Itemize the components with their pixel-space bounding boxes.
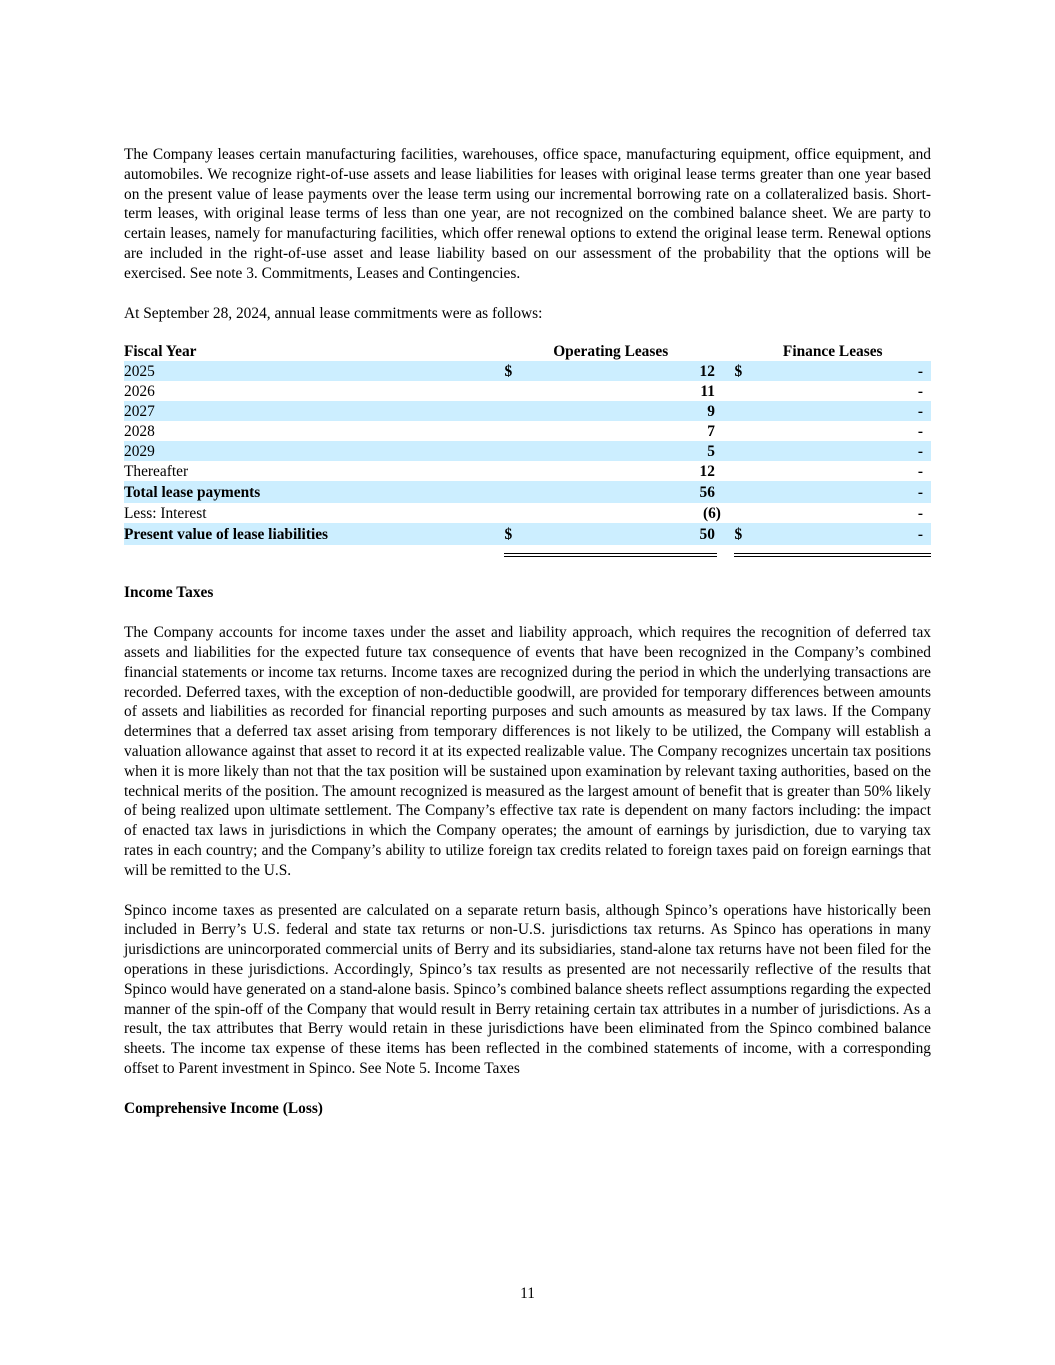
row-label: 2029 bbox=[124, 441, 504, 461]
finance-value: - bbox=[748, 523, 931, 545]
finance-dollar-sign: $ bbox=[734, 361, 748, 381]
table-header-row bbox=[124, 341, 931, 361]
finance-dollar-sign bbox=[734, 421, 748, 441]
table-row bbox=[124, 441, 931, 461]
lease-intro-paragraph: The Company leases certain manufacturing facilities, warehouses, office space, manufacturing equipment, office equipment, and automobiles. We recognize right-of-use assets and lease liabilities for leases with original lease terms greater than one year based on the present value of lease payments over the lease term using our incremental borrowing rate on a collateralized basis. Short-term leases, with original lease terms of less than one year, are not recognized on the combined balance sheet. We are party to certain leases, namely for manufacturing facilities, which offer renewal options to extend the original lease term. Renewal options are included in the right-of-use asset and lease liability based on our assessment of the probability that the options will be exercised. See note 3. Commitments, Leases and Contingencies. bbox=[124, 146, 931, 282]
header-fiscal-year: Fiscal Year bbox=[124, 342, 197, 360]
page-number: 11 bbox=[520, 1285, 535, 1302]
operating-dollar-sign: $ bbox=[504, 523, 518, 545]
income-taxes-paragraph-1: The Company accounts for income taxes under the asset and liability approach, which requires the recognition of deferred tax assets and liabilities for the expected future tax consequence of events that have been recognized in the Company’s combined financial statements or income tax returns. Income taxes are recognized during the period in which the underlying transactions are recorded. Deferred taxes, with the exception of non-deductible goodwill, are provided for temporary differences between amounts of assets and liabilities as recorded for financial reporting purposes and such amounts as measured by tax laws. If the Company determines that a deferred tax asset arising from temporary differences is not likely to be utilized, the Company will establish a valuation allowance against that asset to record it at its expected realizable value. The Company recognizes uncertain tax positions when it is more likely than not that the tax position will be sustained upon examination by relevant taxing authorities, based on the technical merits of the position. The amount recognized is measured as the largest amount of benefit that is greater than 50% likely of being realized upon ultimate settlement. The Company’s effective tax rate is dependent on many factors including: the impact of enacted tax laws in jurisdictions in which the Company operates; the amount of earnings by jurisdiction, due to varying tax rates in each country; and the Company’s ability to utilize foreign tax credits related to foreign taxes paid on foreign earnings that will be remitted to the U.S. bbox=[124, 624, 931, 879]
finance-dollar-sign bbox=[734, 381, 748, 401]
finance-value: - bbox=[917, 462, 923, 480]
table-row bbox=[124, 461, 931, 481]
header-operating-leases: Operating Leases bbox=[553, 342, 669, 360]
operating-value: 5 bbox=[518, 441, 717, 461]
operating-value: 12 bbox=[699, 462, 715, 480]
operating-dollar-sign bbox=[504, 503, 518, 523]
document-page bbox=[124, 145, 931, 1119]
operating-dollar-sign bbox=[504, 381, 518, 401]
operating-dollar-sign bbox=[504, 401, 518, 421]
double-underline-row bbox=[124, 545, 931, 565]
table-row bbox=[124, 421, 931, 441]
operating-dollar-sign bbox=[504, 441, 518, 461]
row-label: Less: Interest bbox=[124, 504, 207, 522]
operating-value: 12 bbox=[518, 361, 717, 381]
operating-value: 56 bbox=[518, 481, 717, 503]
table-row bbox=[124, 503, 931, 523]
finance-value: - bbox=[917, 504, 923, 522]
row-label: 2027 bbox=[124, 401, 504, 421]
row-label: 2028 bbox=[124, 422, 155, 440]
table-row bbox=[124, 361, 931, 381]
lease-table-intro: At September 28, 2024, annual lease commitments were as follows: bbox=[124, 304, 543, 322]
finance-dollar-sign bbox=[734, 481, 748, 503]
table-row-total bbox=[124, 481, 931, 503]
finance-dollar-sign bbox=[734, 503, 748, 523]
header-finance-leases: Finance Leases bbox=[782, 342, 883, 360]
row-label: Total lease payments bbox=[124, 481, 504, 503]
row-label: Present value of lease liabilities bbox=[124, 523, 504, 545]
finance-value: - bbox=[917, 382, 923, 400]
finance-dollar-sign bbox=[734, 401, 748, 421]
row-label: 2025 bbox=[124, 361, 504, 381]
comprehensive-income-heading: Comprehensive Income (Loss) bbox=[124, 1099, 323, 1117]
operating-dollar-sign bbox=[504, 421, 518, 441]
finance-value: - bbox=[748, 401, 931, 421]
operating-value: 11 bbox=[700, 382, 715, 400]
operating-value: (6) bbox=[702, 504, 721, 522]
operating-dollar-sign: $ bbox=[504, 361, 518, 381]
table-row bbox=[124, 401, 931, 421]
lease-commitments-table bbox=[124, 341, 931, 565]
operating-value: 7 bbox=[707, 422, 715, 440]
row-label: 2026 bbox=[124, 382, 155, 400]
finance-value: - bbox=[917, 422, 923, 440]
finance-double-underline bbox=[734, 553, 931, 557]
finance-dollar-sign bbox=[734, 461, 748, 481]
operating-value: 9 bbox=[518, 401, 717, 421]
operating-value: 50 bbox=[518, 523, 717, 545]
operating-double-underline bbox=[504, 553, 716, 557]
table-row bbox=[124, 381, 931, 401]
row-label: Thereafter bbox=[124, 462, 189, 480]
table-row-total bbox=[124, 523, 931, 545]
finance-dollar-sign bbox=[734, 441, 748, 461]
operating-dollar-sign bbox=[504, 461, 518, 481]
income-taxes-paragraph-2: Spinco income taxes as presented are calculated on a separate return basis, although Spinco’s operations have historically been included in Berry’s U.S. federal and state tax returns or non-U.S. jurisdictions tax returns. As Spinco has operations in many jurisdictions are unincorporated commercial units of Berry and its subsidiaries, stand-alone tax returns have not been filed for the operations in these jurisdictions. Accordingly, Spinco’s tax results as presented are not necessarily reflective of the results that Spinco would have generated on a stand-alone basis. Spinco’s combined balance sheets reflect assumptions regarding the expected manner of the spin-off of the Company that would result in Berry retaining certain tax attributes in a number of jurisdictions. As a result, the tax attributes that Berry would retain in these jurisdictions have been eliminated from the Spinco combined balance sheets. The income tax expense of these items has been reflected in the combined statements of income, with a corresponding offset to Parent investment in Spinco. See Note 5. Income Taxes bbox=[124, 901, 931, 1077]
income-taxes-heading: Income Taxes bbox=[124, 584, 214, 602]
finance-value: - bbox=[748, 361, 931, 381]
finance-value: - bbox=[748, 441, 931, 461]
finance-value: - bbox=[748, 481, 931, 503]
finance-dollar-sign: $ bbox=[734, 523, 748, 545]
operating-dollar-sign bbox=[504, 481, 518, 503]
